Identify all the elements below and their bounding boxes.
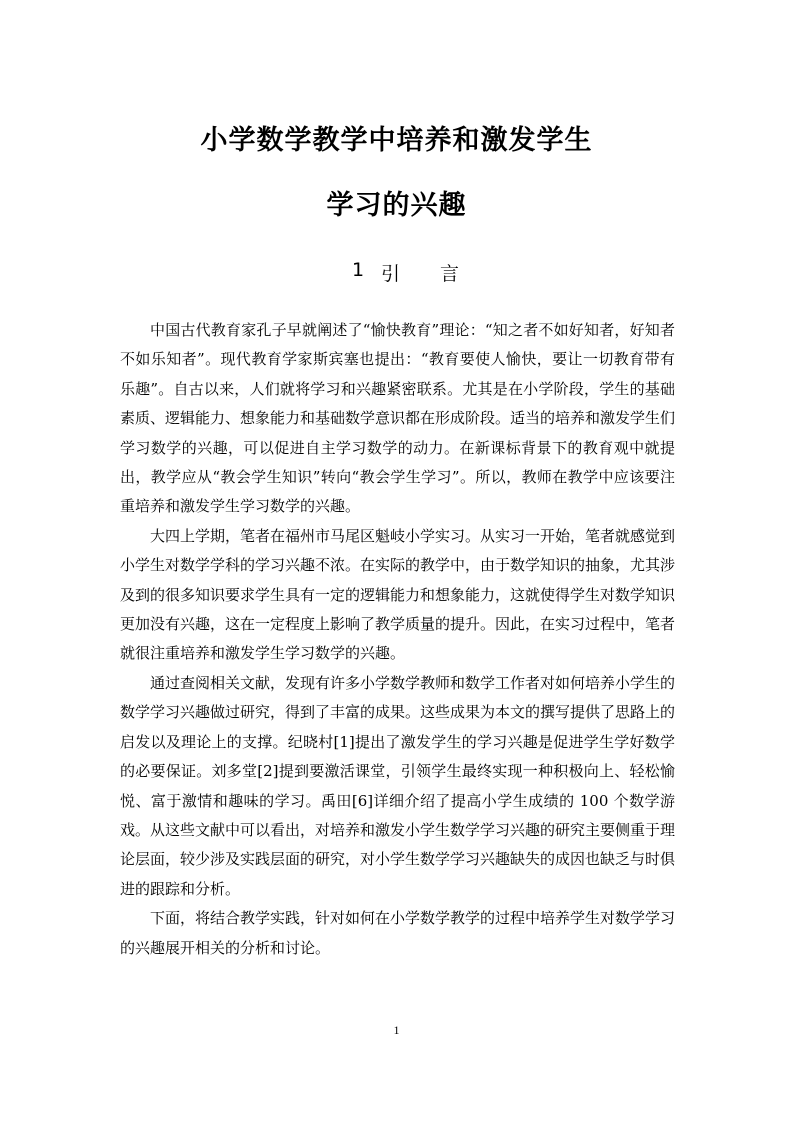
section-title-char-1: 引 [381,263,401,285]
body-text [120,316,675,963]
paragraph-2: 大四上学期，笔者在福州市马尾区魁岐小学实习。从实习一开始，笔者就感觉到小学生对数学学科的学习兴趣不浓。在实际的教学中，由于数学知识的抽象，尤其涉及到的很多知识要求学生具有一定的逻辑能力和想象能力，这就使得学生对数学知识更加没有兴趣，这在一定程度上影响了教学质量的提升。因此，在实习过程中，笔者就很注重培养和激发学生学习数学的兴趣。 [120,526,676,663]
document-title-line-2: 学习的兴趣 [326,190,467,221]
paragraph-1: 中国古代教育家孔子早就阐述了“愉快教育”理论：“知之者不如好知者，好知者不如乐知者”。现代教育学家斯宾塞也提出：“教育要使人愉快，要让一切教育带有乐趣”。自古以来，人们就将学习和兴趣紧密联系。尤其是在小学阶段，学生的基础素质、逻辑能力、想象能力和基础数学意识都在形成阶段。适当的培养和激发学生们学习数学的兴趣，可以促进自主学习数学的动力。在新课标背景下的教育观中就提出，教学应从“教会学生知识”转向“教会学生学习”。所以，教师在教学中应该要注重培养和激发学生学习数学的兴趣。 [120,321,676,516]
section-title-char-2: 言 [440,263,460,285]
section-number: 1 [352,259,365,281]
document-title-line-1: 小学数学教学中培养和激发学生 [200,125,593,156]
page-number: 1 [393,1023,400,1037]
section-heading [0,259,793,289]
paragraph-4: 下面，将结合教学实践，针对如何在小学数学教学的过程中培养学生对数学学习的兴趣展开相关的分析和讨论。 [120,909,676,957]
paragraph-3: 通过查阅相关文献，发现有许多小学数学教师和数学工作者对如何培养小学生的数学学习兴趣做过研究，得到了丰富的成果。这些成果为本文的撰写提供了思路上的启发以及理论上的支撑。纪晓村[1]提出了激发学生的学习兴趣是促进学生学好数学的必要保证。刘多堂[2]提到要激活课堂，引领学生最终实现一种积极向上、轻松愉悦、富于激情和趣味的学习。禹田[6]详细介绍了提高小学生成绩的 100 个数学游戏。从这些文献中可以看出，对培养和激发小学生数学学习兴趣的研究主要侧重于理论层面，较少涉及实践层面的研究，对小学生数学学习兴趣缺失的成因也缺乏与时俱进的跟踪和分析。 [120,673,676,898]
